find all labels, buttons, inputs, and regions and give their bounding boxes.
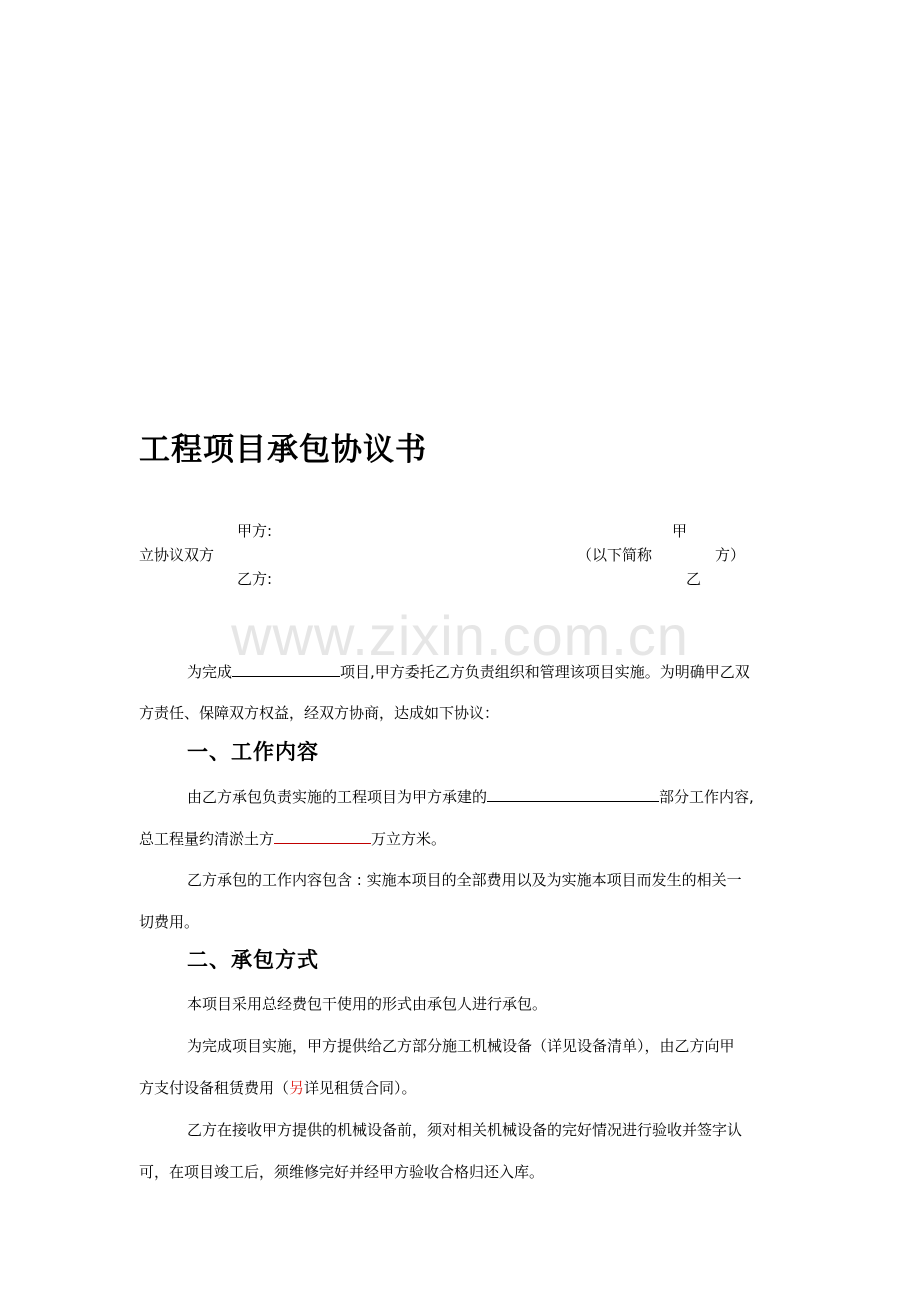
section-2-p2-line-1: 为完成项目实施，甲方提供给乙方部分施工机械设备（详见设备清单），由乙方向甲 [187, 1037, 735, 1055]
abbrev-prefix: （以下简称 [577, 546, 653, 564]
intro-line-2: 方责任、保障双方权益，经双方协商，达成如下协议： [139, 704, 500, 722]
s1-p1-part2: 部分工作内容, [659, 788, 754, 806]
party-b-abbrev: 乙 [686, 570, 702, 588]
document-title: 工程项目承包协议书 [139, 432, 427, 468]
section-1-p2-line-2: 切费用。 [139, 913, 200, 931]
s2-p2-line2-part2: 详见租赁合同）。 [304, 1079, 417, 1097]
section-2-p3-line-1: 乙方在接收甲方提供的机械设备前，须对相关机械设备的完好情况进行验收并签字认 [187, 1121, 743, 1139]
s2-p2-line2-part1: 方支付设备租赁费用（ [139, 1079, 290, 1097]
section-2-heading: 二、承包方式 [187, 948, 319, 972]
section-2-p1: 本项目采用总经费包干使用的形式由承包人进行承包。 [187, 995, 548, 1013]
parties-label: 立协议双方 [139, 546, 215, 564]
party-a-label: 甲方: [237, 522, 273, 540]
watermark: www.zixin.com.cn [231, 604, 689, 667]
section-1-p1-line-2 [139, 827, 446, 850]
section-2-p3-line-2: 可，在项目竣工后，须维修完好并经甲方验收合格归还入库。 [139, 1163, 545, 1181]
section-1-p2-line-1: 乙方承包的工作内容包含 : 实施本项目的全部费用以及为实施本项目而发生的相关一 [187, 871, 742, 889]
section-1-heading: 一、工作内容 [187, 740, 319, 764]
project-name-blank[interactable] [232, 660, 340, 677]
scope-blank[interactable] [487, 785, 659, 802]
section-2-p2-line-2 [139, 1077, 417, 1099]
s2-p2-line2-red: 另 [289, 1079, 305, 1097]
intro-line-1 [187, 660, 750, 683]
s1-p1-line2-part2: 万立方米。 [371, 830, 447, 848]
intro-text-part2: 项目,甲方委托乙方负责组织和管理该项目实施。为明确甲乙双 [340, 663, 750, 681]
section-1-p1-line-1 [187, 785, 754, 808]
volume-blank[interactable] [274, 827, 371, 844]
intro-text-part1: 为完成 [187, 663, 233, 681]
party-a-abbrev: 甲 [672, 522, 688, 540]
party-b-label: 乙方: [237, 570, 273, 588]
abbrev-suffix: 方） [715, 546, 746, 564]
s1-p1-part1: 由乙方承包负责实施的工程项目为甲方承建的 [187, 788, 488, 806]
s1-p1-line2-part1: 总工程量约清淤土方 [139, 830, 275, 848]
